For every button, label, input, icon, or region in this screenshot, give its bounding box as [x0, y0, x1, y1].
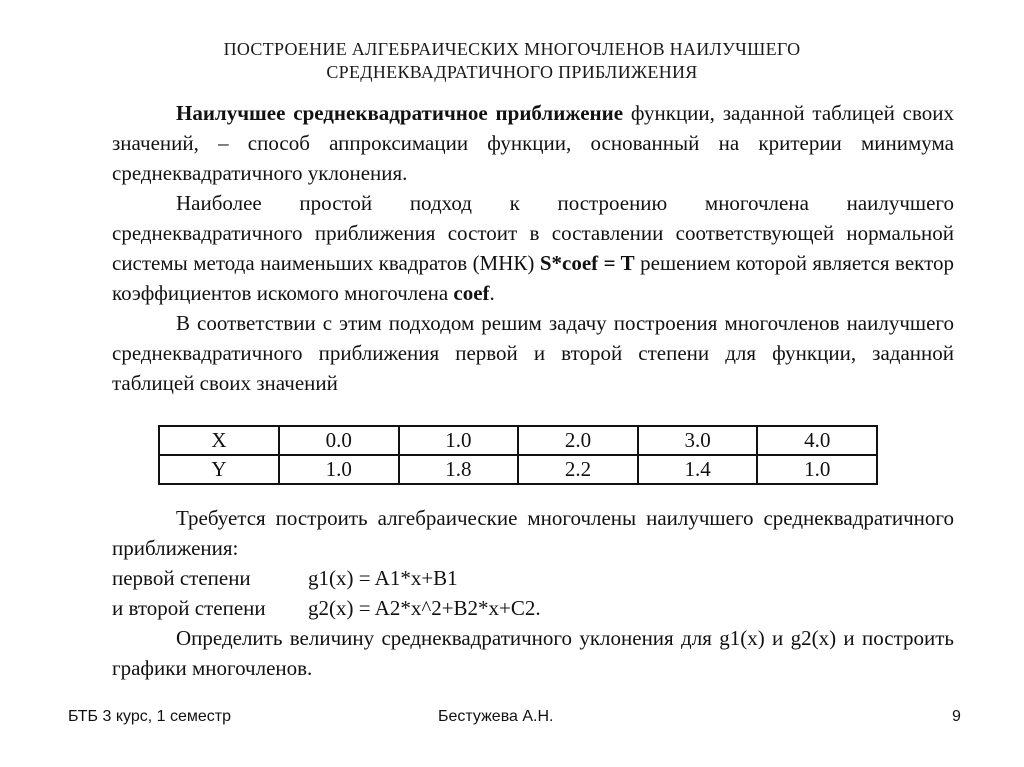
table-cell: 2.0 [518, 426, 638, 455]
formula-g2: g2(x) = A2*x^2+B2*x+C2. [308, 596, 541, 620]
formula-g1: g1(x) = A1*x+B1 [308, 566, 458, 590]
task-intro-text: В соответствии с этим подходом решим задачу построения многочленов наилучшего среднеквадратичного приближения первой и второй степени для функции, заданной таблицей своих значений [112, 311, 954, 395]
determine-text: Определить величину среднеквадратичного уклонения для g1(x) и g2(x) и построить графики многочленов. [112, 626, 954, 680]
definition-text: функции, заданной таблицей своих значений, – способ аппроксимации функции, основанный на критерии минимума среднеквадратичного уклонения. [112, 101, 954, 185]
approach-text-3: . [489, 281, 495, 305]
slide-title-line-2: СРЕДНЕКВАДРАТИЧНОГО ПРИБЛИЖЕНИЯ [326, 62, 698, 82]
coef-vector: coef [453, 281, 490, 305]
table-row-label: X [159, 426, 279, 455]
paragraph-definition [112, 98, 954, 188]
table-cell: 4.0 [757, 426, 877, 455]
approach-text: Наиболее простой подход к построению многочлена наилучшего среднеквадратичного приближения состоит в составлении соответствующей нормальной системы метода наименьших квадратов (МНК) [112, 191, 954, 275]
paragraph-requirement [112, 503, 954, 563]
footer-course: БТБ 3 курс, 1 семестр [68, 708, 231, 725]
paragraph-determine [112, 623, 954, 683]
slide-title [0, 38, 1024, 84]
table-cell: 1.0 [399, 426, 519, 455]
footer-page-number: 9 [952, 708, 961, 725]
table-cell: 2.2 [518, 455, 638, 484]
slide-title-line-1: ПОСТРОЕНИЕ АЛГЕБРАИЧЕСКИХ МНОГОЧЛЕНОВ НАИЛУЧШЕГО [223, 39, 801, 59]
approach-text-2: решением которой является вектор коэффициентов искомого многочлена [112, 251, 954, 305]
requirement-text: Требуется построить алгебраические многочлены наилучшего среднеквадратичного приближения: [112, 506, 954, 560]
paragraph-approach [112, 188, 954, 308]
formula-line-2 [112, 593, 954, 623]
table-cell: 1.4 [638, 455, 758, 484]
table-cell: 1.8 [399, 455, 519, 484]
values-table [158, 425, 878, 485]
table-cell: 3.0 [638, 426, 758, 455]
formula-label-2: и второй степени [112, 596, 266, 620]
definition-term: Наилучшее среднеквадратичное приближение [176, 101, 624, 125]
normal-system-formula: S*coef = T [539, 251, 635, 275]
footer-author: Бестужева А.Н. [438, 708, 554, 725]
table-row-x [159, 426, 877, 455]
table-cell: 1.0 [757, 455, 877, 484]
task-block [112, 503, 954, 683]
table-cell: 0.0 [279, 426, 399, 455]
formula-label-1: первой степени [112, 566, 251, 590]
formula-line-1 [112, 563, 954, 593]
table-cell: 1.0 [279, 455, 399, 484]
table-row-y [159, 455, 877, 484]
paragraph-task-intro [112, 308, 954, 398]
table-row-label: Y [159, 455, 279, 484]
main-text [112, 98, 954, 398]
